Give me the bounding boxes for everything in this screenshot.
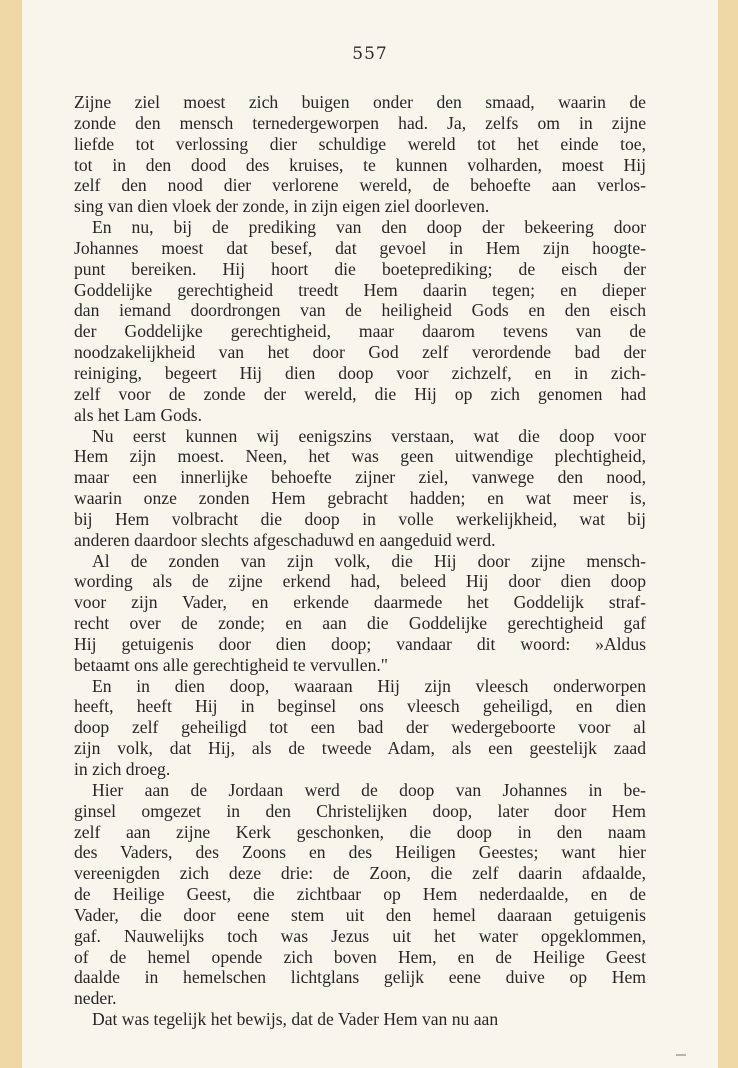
body-text	[74, 92, 646, 1030]
text-line: zonde den mensch ternedergeworpen had. Ja, zelfs om in zijne	[74, 112, 646, 133]
text-line: wording als de zijne erkend had, beleed Hij door dien doop	[74, 571, 646, 592]
text-line: bij Hem volbracht die doop in volle werkelijkheid, wat bij	[74, 508, 646, 529]
text-line: der Goddelijke gerechtigheid, maar daarom tevens van de	[74, 321, 646, 342]
text-line: daalde in hemelschen lichtglans gelijk eene duive op Hem	[74, 967, 646, 988]
text-line: zijn volk, dat Hij, als de tweede Adam, als een geestelijk zaad	[74, 738, 646, 759]
text-line: dan iemand doordrongen van de heiligheid Gods en den eisch	[74, 300, 646, 321]
text-line: Al de zonden van zijn volk, die Hij door zijne mensch-	[92, 550, 646, 571]
text-line: recht over de zonde; en aan die Goddelijke gerechtigheid gaf	[74, 613, 646, 634]
text-line: neder.	[74, 988, 117, 1009]
text-line: ginsel omgezet in den Christelijken doop, later door Hem	[74, 800, 646, 821]
text-line: En nu, bij de prediking van den doop der bekeering door	[92, 217, 646, 238]
text-line: anderen daardoor slechts afgeschaduwd en aangeduid werd.	[74, 529, 496, 550]
text-line: noodzakelijkheid van het door God zelf verordende bad der	[74, 342, 646, 363]
text-line: punt bereiken. Hij hoort die boeteprediking; de eisch der	[74, 258, 646, 279]
text-line: liefde tot verlossing dier schuldige wereld tot het einde toe,	[74, 133, 646, 154]
text-line: als het Lam Gods.	[74, 404, 203, 425]
text-line: betaamt ons alle gerechtigheid te vervullen."	[74, 654, 388, 675]
text-line: in zich droeg.	[74, 759, 171, 779]
text-line: heeft, heeft Hij in beginsel ons vleesch geheiligd, en dien	[74, 696, 646, 717]
text-line: gaf. Nauwelijks toch was Jezus uit het water opgeklommen,	[74, 925, 646, 946]
text-line: Hij getuigenis door dien doop; vandaar dit woord: »Aldus	[74, 633, 646, 654]
text-line: Hem zijn moest. Neen, het was geen uitwendige plechtigheid,	[74, 446, 646, 467]
text-line: En in dien doop, waaraan Hij zijn vleesch onderworpen	[92, 675, 646, 696]
scan-mark	[676, 1054, 686, 1056]
text-line: Johannes moest dat besef, dat gevoel in Hem zijn hoogte-	[74, 237, 646, 258]
text-line: vereenigden zich deze drie: de Zoon, die zelf daarin afdaalde,	[74, 863, 646, 884]
text-line: de Heilige Geest, die zichtbaar op Hem nederdaalde, en de	[74, 884, 646, 905]
text-line: voor zijn Vader, en erkende daarmede het Goddelijk straf-	[74, 592, 646, 613]
text-line: Vader, die door eene stem uit den hemel daaraan getuigenis	[74, 904, 646, 925]
text-line: doop zelf geheiligd tot een bad der wedergeboorte voor al	[74, 717, 646, 738]
text-line: of de hemel opende zich boven Hem, en de Heilige Geest	[74, 946, 646, 967]
text-line: sing van dien vloek der zonde, in zijn eigen ziel doorleven.	[74, 196, 490, 217]
text-line: des Vaders, des Zoons en des Heiligen Geestes; want hier	[74, 842, 646, 863]
text-line: reiniging, begeert Hij dien doop voor zichzelf, en in zich-	[74, 362, 646, 383]
text-line: Nu eerst kunnen wij eenigszins verstaan, wat die doop voor	[92, 425, 646, 446]
page-number: 557	[352, 44, 388, 64]
text-line: zelf aan zijne Kerk geschonken, die doop in den naam	[74, 821, 646, 842]
text-line: Dat was tegelijk het bewijs, dat de Vader Hem van nu aan	[92, 1009, 499, 1030]
text-line: waarin onze zonden Hem gebracht hadden; en wat meer is,	[74, 488, 646, 509]
book-page	[22, 0, 718, 1068]
text-line: tot in den dood des kruises, te kunnen volharden, moest Hij	[74, 154, 646, 175]
text-line: zelf voor de zonde der wereld, die Hij op zich genomen had	[74, 383, 646, 404]
text-line: Zijne ziel moest zich buigen onder den smaad, waarin de	[74, 92, 646, 112]
text-line: Hier aan de Jordaan werd de doop van Johannes in be-	[92, 779, 646, 800]
text-line: Goddelijke gerechtigheid treedt Hem daarin tegen; en dieper	[74, 279, 646, 300]
text-line: maar een innerlijke behoefte zijner ziel, vanwege den nood,	[74, 467, 646, 488]
text-line: zelf den nood dier verlorene wereld, de behoefte aan verlos-	[74, 175, 646, 196]
